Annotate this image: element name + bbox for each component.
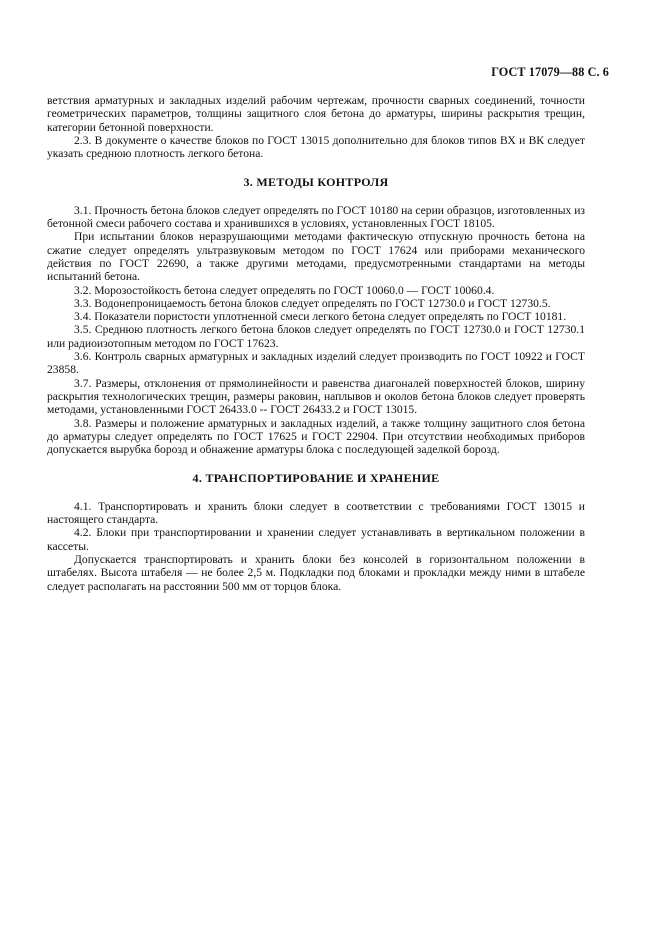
paragraph-4-2: 4.2. Блоки при транспортировании и хранении следует устанавливать в вертикальном положении в кассеты.	[47, 526, 585, 553]
paragraph-4-1: 4.1. Транспортировать и хранить блоки следует в соответствии с требованиями ГОСТ 13015 и настоящего стандарта.	[47, 499, 585, 527]
section-4-heading: 4. ТРАНСПОРТИРОВАНИЕ И ХРАНЕНИЕ	[192, 471, 440, 486]
paragraph-3-2: 3.2. Морозостойкость бетона следует определять по ГОСТ 10060.0 — ГОСТ 10060.4.	[74, 283, 495, 297]
document-body	[47, 94, 585, 593]
paragraph-3-5: 3.5. Среднюю плотность легкого бетона блоков следует определять по ГОСТ 12730.0 и ГОСТ 12730.1 или радиоизотопным методом по ГОСТ 17623.	[47, 323, 585, 350]
paragraph-3-1: 3.1. Прочность бетона блоков следует определять по ГОСТ 10180 на серии образцов, изготовленных из бетонной смеси рабочего состава и хранившихся в условиях, установленных ГОСТ 18105.	[47, 203, 585, 231]
paragraph-3-8: 3.8. Размеры и положение арматурных и закладных изделий, а также толщину защитного слоя бетона до арматуры следует определять по ГОСТ 17625 и ГОСТ 22904. При отсутствии необходимых приборов допускается вырубка борозд и обнажение арматуры блока с последующей заделкой борозд.	[47, 416, 585, 457]
paragraph-3-4: 3.4. Показатели пористости уплотненной смеси легкого бетона следует определять по ГОСТ 10181.	[74, 310, 567, 324]
paragraph-2-3: 2.3. В документе о качестве блоков по ГОСТ 13015 дополнительно для блоков типов ВХ и ВК следует указать среднюю плотность легкого бетона.	[47, 133, 585, 161]
paragraph-3-6: 3.6. Контроль сварных арматурных и закладных изделий следует производить по ГОСТ 10922 и ГОСТ 23858.	[47, 350, 585, 377]
paragraph-continuation: ветствия арматурных и закладных изделий рабочим чертежам, прочности сварных соединений, точности геометрических параметров, толщины защитного слоя бетона до арматуры, ширины раскрытия трещин, категории бетонной поверхности.	[47, 94, 585, 134]
paragraph-3-7: 3.7. Размеры, отклонения от прямолинейности и равенства диагоналей поверхностей блоков, ширину раскрытия технологических трещин, размеры раковин, наплывов и околов бетона блоков следует проверять методами, установленными ГОСТ 26433.0 -- ГОСТ 26433.2 и ГОСТ 13015.	[47, 376, 585, 417]
page-header: ГОСТ 17079—88 С. 6	[491, 65, 609, 79]
paragraph-4-2-b: Допускается транспортировать и хранить блоки без консолей в горизонтальном положении в штабелях. Высота штабеля — не более 2,5 м. Подкладки под блоками и прокладки между ними в штабеле следует располагать на расстоянии 500 мм от торцов блока.	[47, 552, 585, 593]
paragraph-3-3: 3.3. Водонепроницаемость бетона блоков следует определять по ГОСТ 12730.0 и ГОСТ 12730.5.	[74, 296, 551, 310]
paragraph-3-1-b: При испытании блоков неразрушающими методами фактическую отпускную прочность бетона на сжатие следует определять ультразвуковым методом по ГОСТ 17624 или приборами механического действия по ГОСТ 22690, а также другими методами, предусмотренными стандартами на методы испытаний бетона.	[47, 230, 585, 284]
section-3-heading: 3. МЕТОДЫ КОНТРОЛЯ	[243, 175, 389, 190]
